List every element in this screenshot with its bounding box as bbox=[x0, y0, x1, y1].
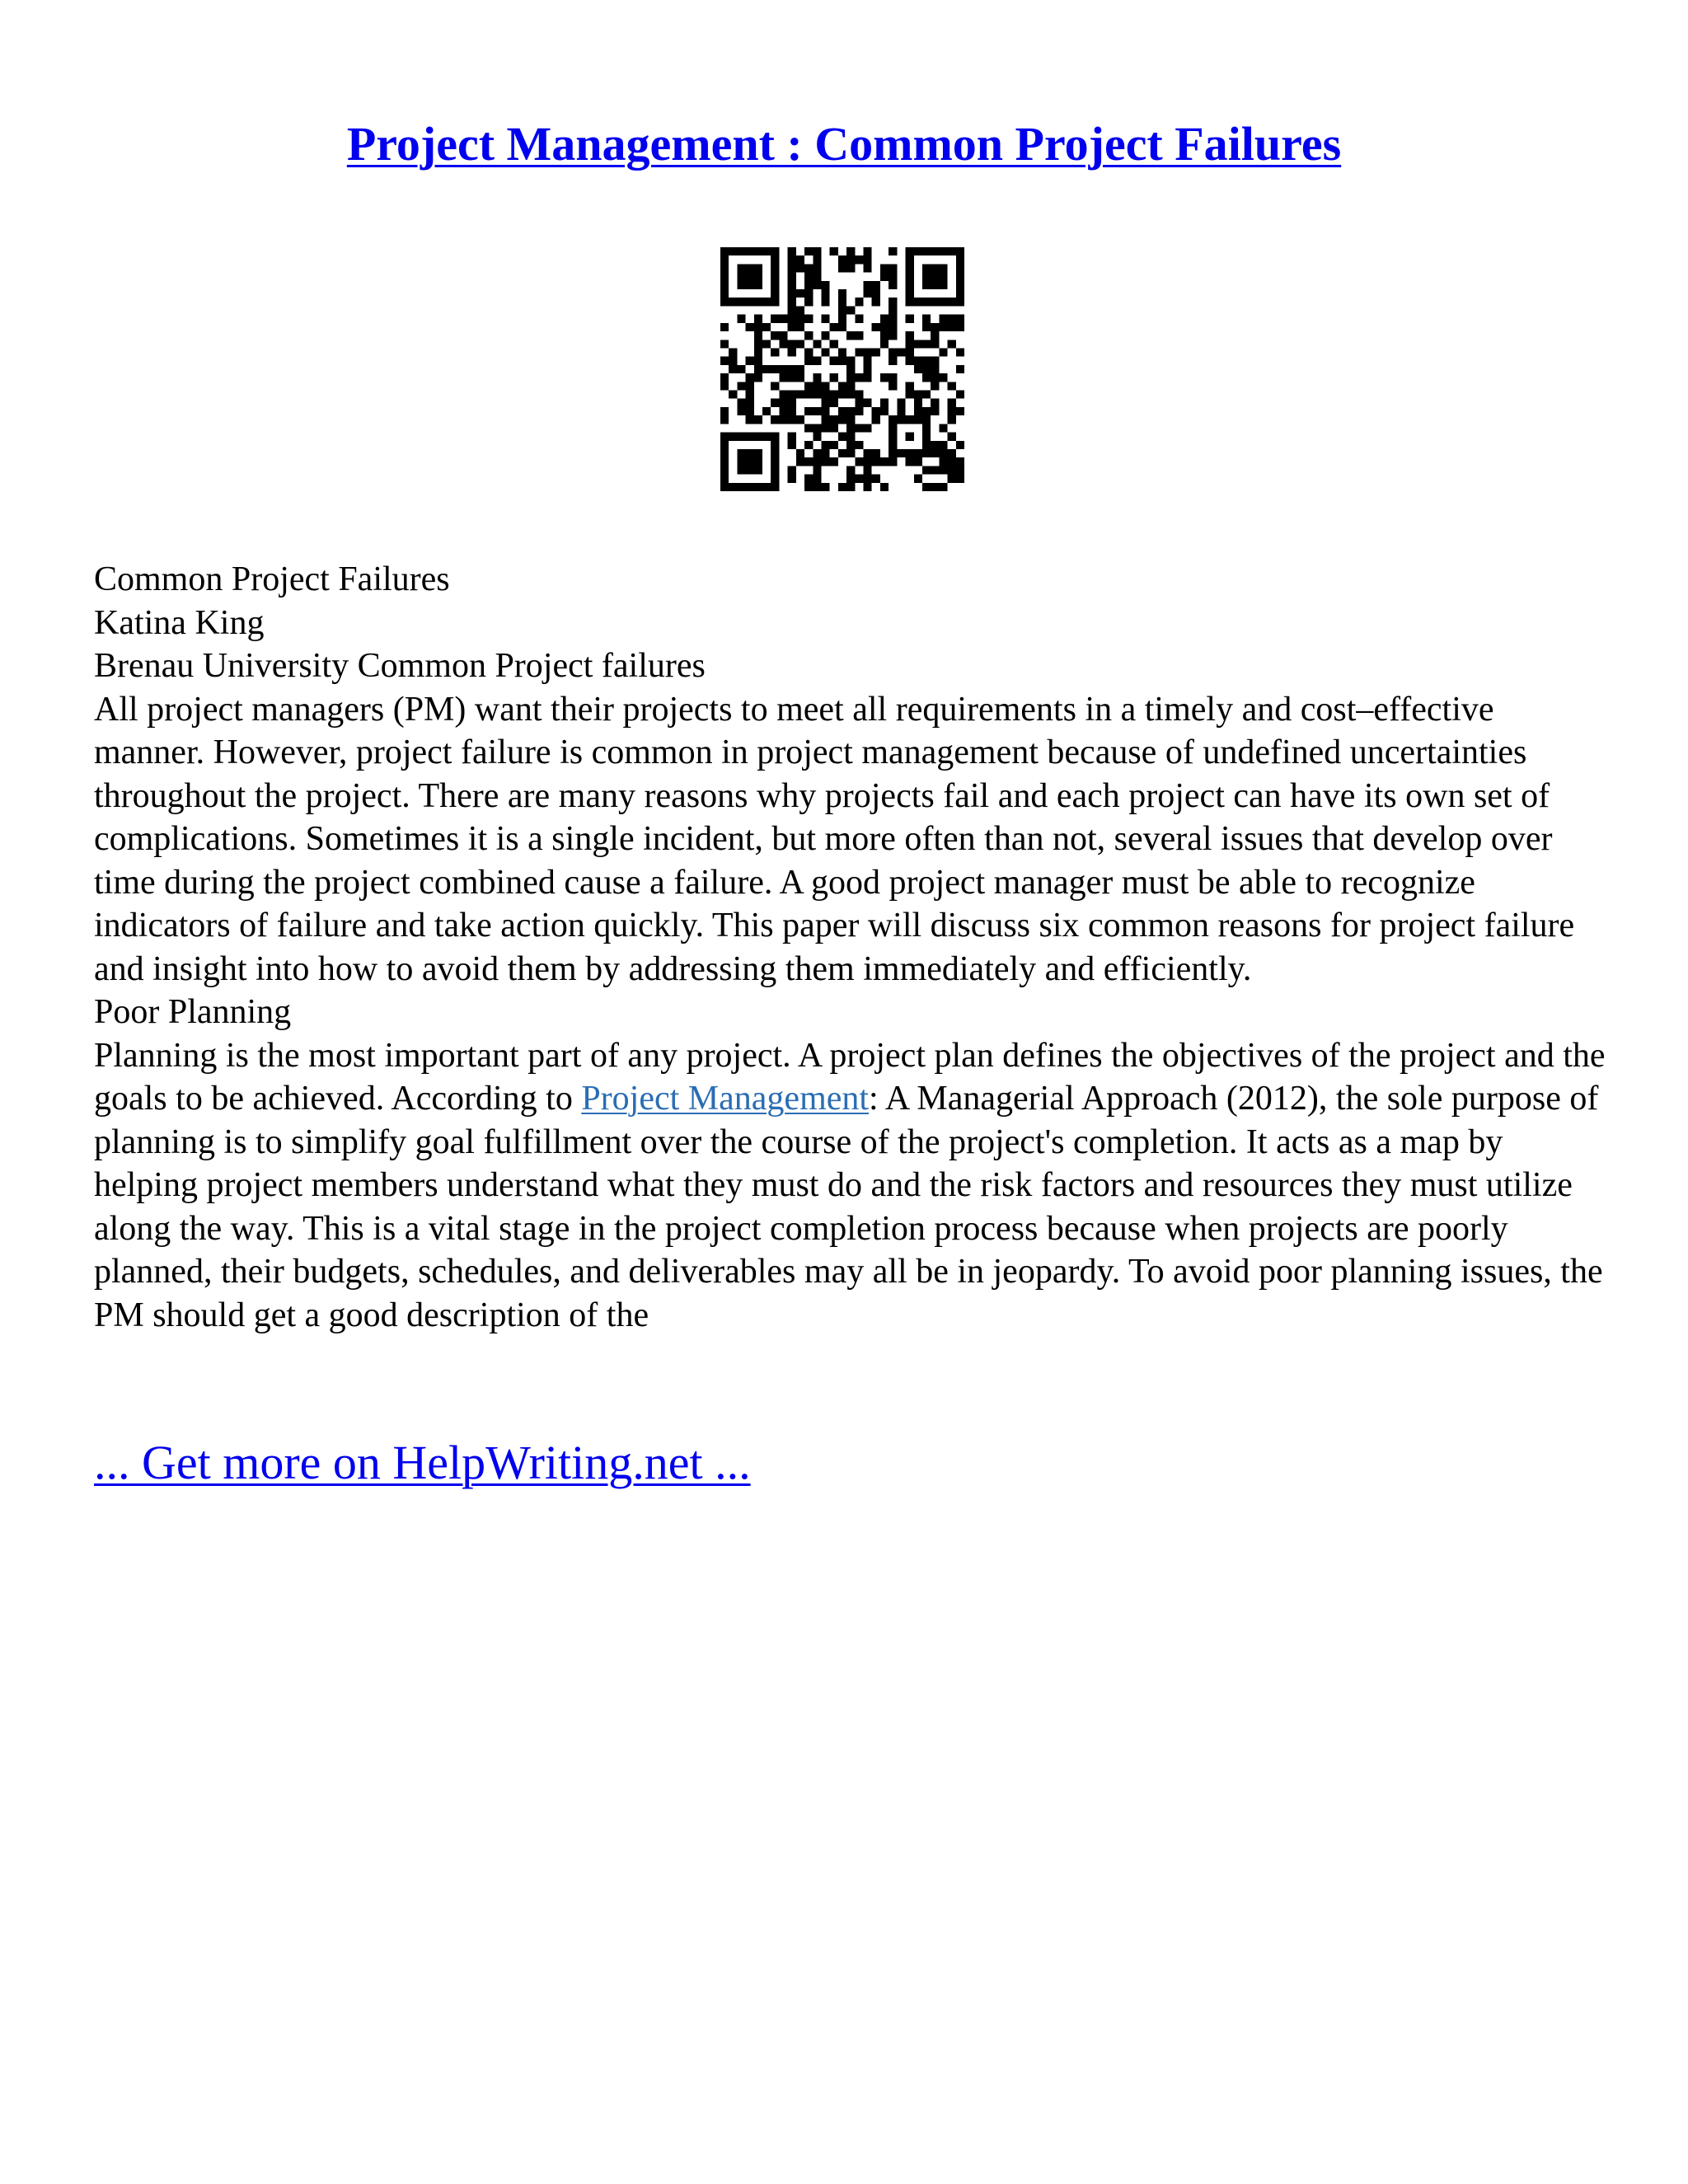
get-more-link-container bbox=[94, 1434, 751, 1492]
planning-text-before-link: Planning is the most important part of any project. A project plan defines the objectives of the project and the goals to be achieved. According to bbox=[94, 1036, 1606, 1118]
affiliation-line: Brenau University Common Project failures bbox=[94, 647, 706, 685]
planning-text-after-link: : A Managerial Approach (2012), the sole purpose of planning is to simplify goal fulfillment over the course of the project's completion. It acts as a map by helping project members understand what they must do and the risk factors and resources they must utilize along the way. This is a vital stage in the project completion process because when projects are poorly planned, their budgets, schedules, and deliverables may all be in jeopardy. To avoid poor planning issues, the PM should get a good description of the bbox=[94, 1080, 1603, 1334]
intro-paragraph: All project managers (PM) want their projects to meet all requirements in a timely and cost–effective manner. However, project failure is common in project management because of undefined uncertainties throughout the project. There are many reasons why projects fail and each project can have its own set of complications. Sometimes it is a single incident, but more often than not, several issues that develop over time during the project combined cause a failure. A good project manager must be able to recognize indicators of failure and take action quickly. This paper will discuss six common reasons for project failure and insight into how to avoid them by addressing them immediately and efficiently. bbox=[94, 690, 1575, 988]
project-management-link[interactable]: Project Management bbox=[581, 1080, 870, 1118]
page-title bbox=[0, 115, 1688, 173]
qr-code-icon bbox=[720, 247, 964, 491]
author-name: Katina King bbox=[94, 603, 265, 642]
document-body bbox=[94, 558, 1611, 1337]
planning-paragraph bbox=[94, 1034, 1611, 1338]
section-heading-poor-planning: Poor Planning bbox=[94, 993, 292, 1031]
title-link[interactable]: Project Management : Common Project Failures bbox=[346, 117, 1342, 171]
get-more-link[interactable]: ... Get more on HelpWriting.net ... bbox=[94, 1436, 751, 1489]
document-heading: Common Project Failures bbox=[94, 560, 450, 598]
